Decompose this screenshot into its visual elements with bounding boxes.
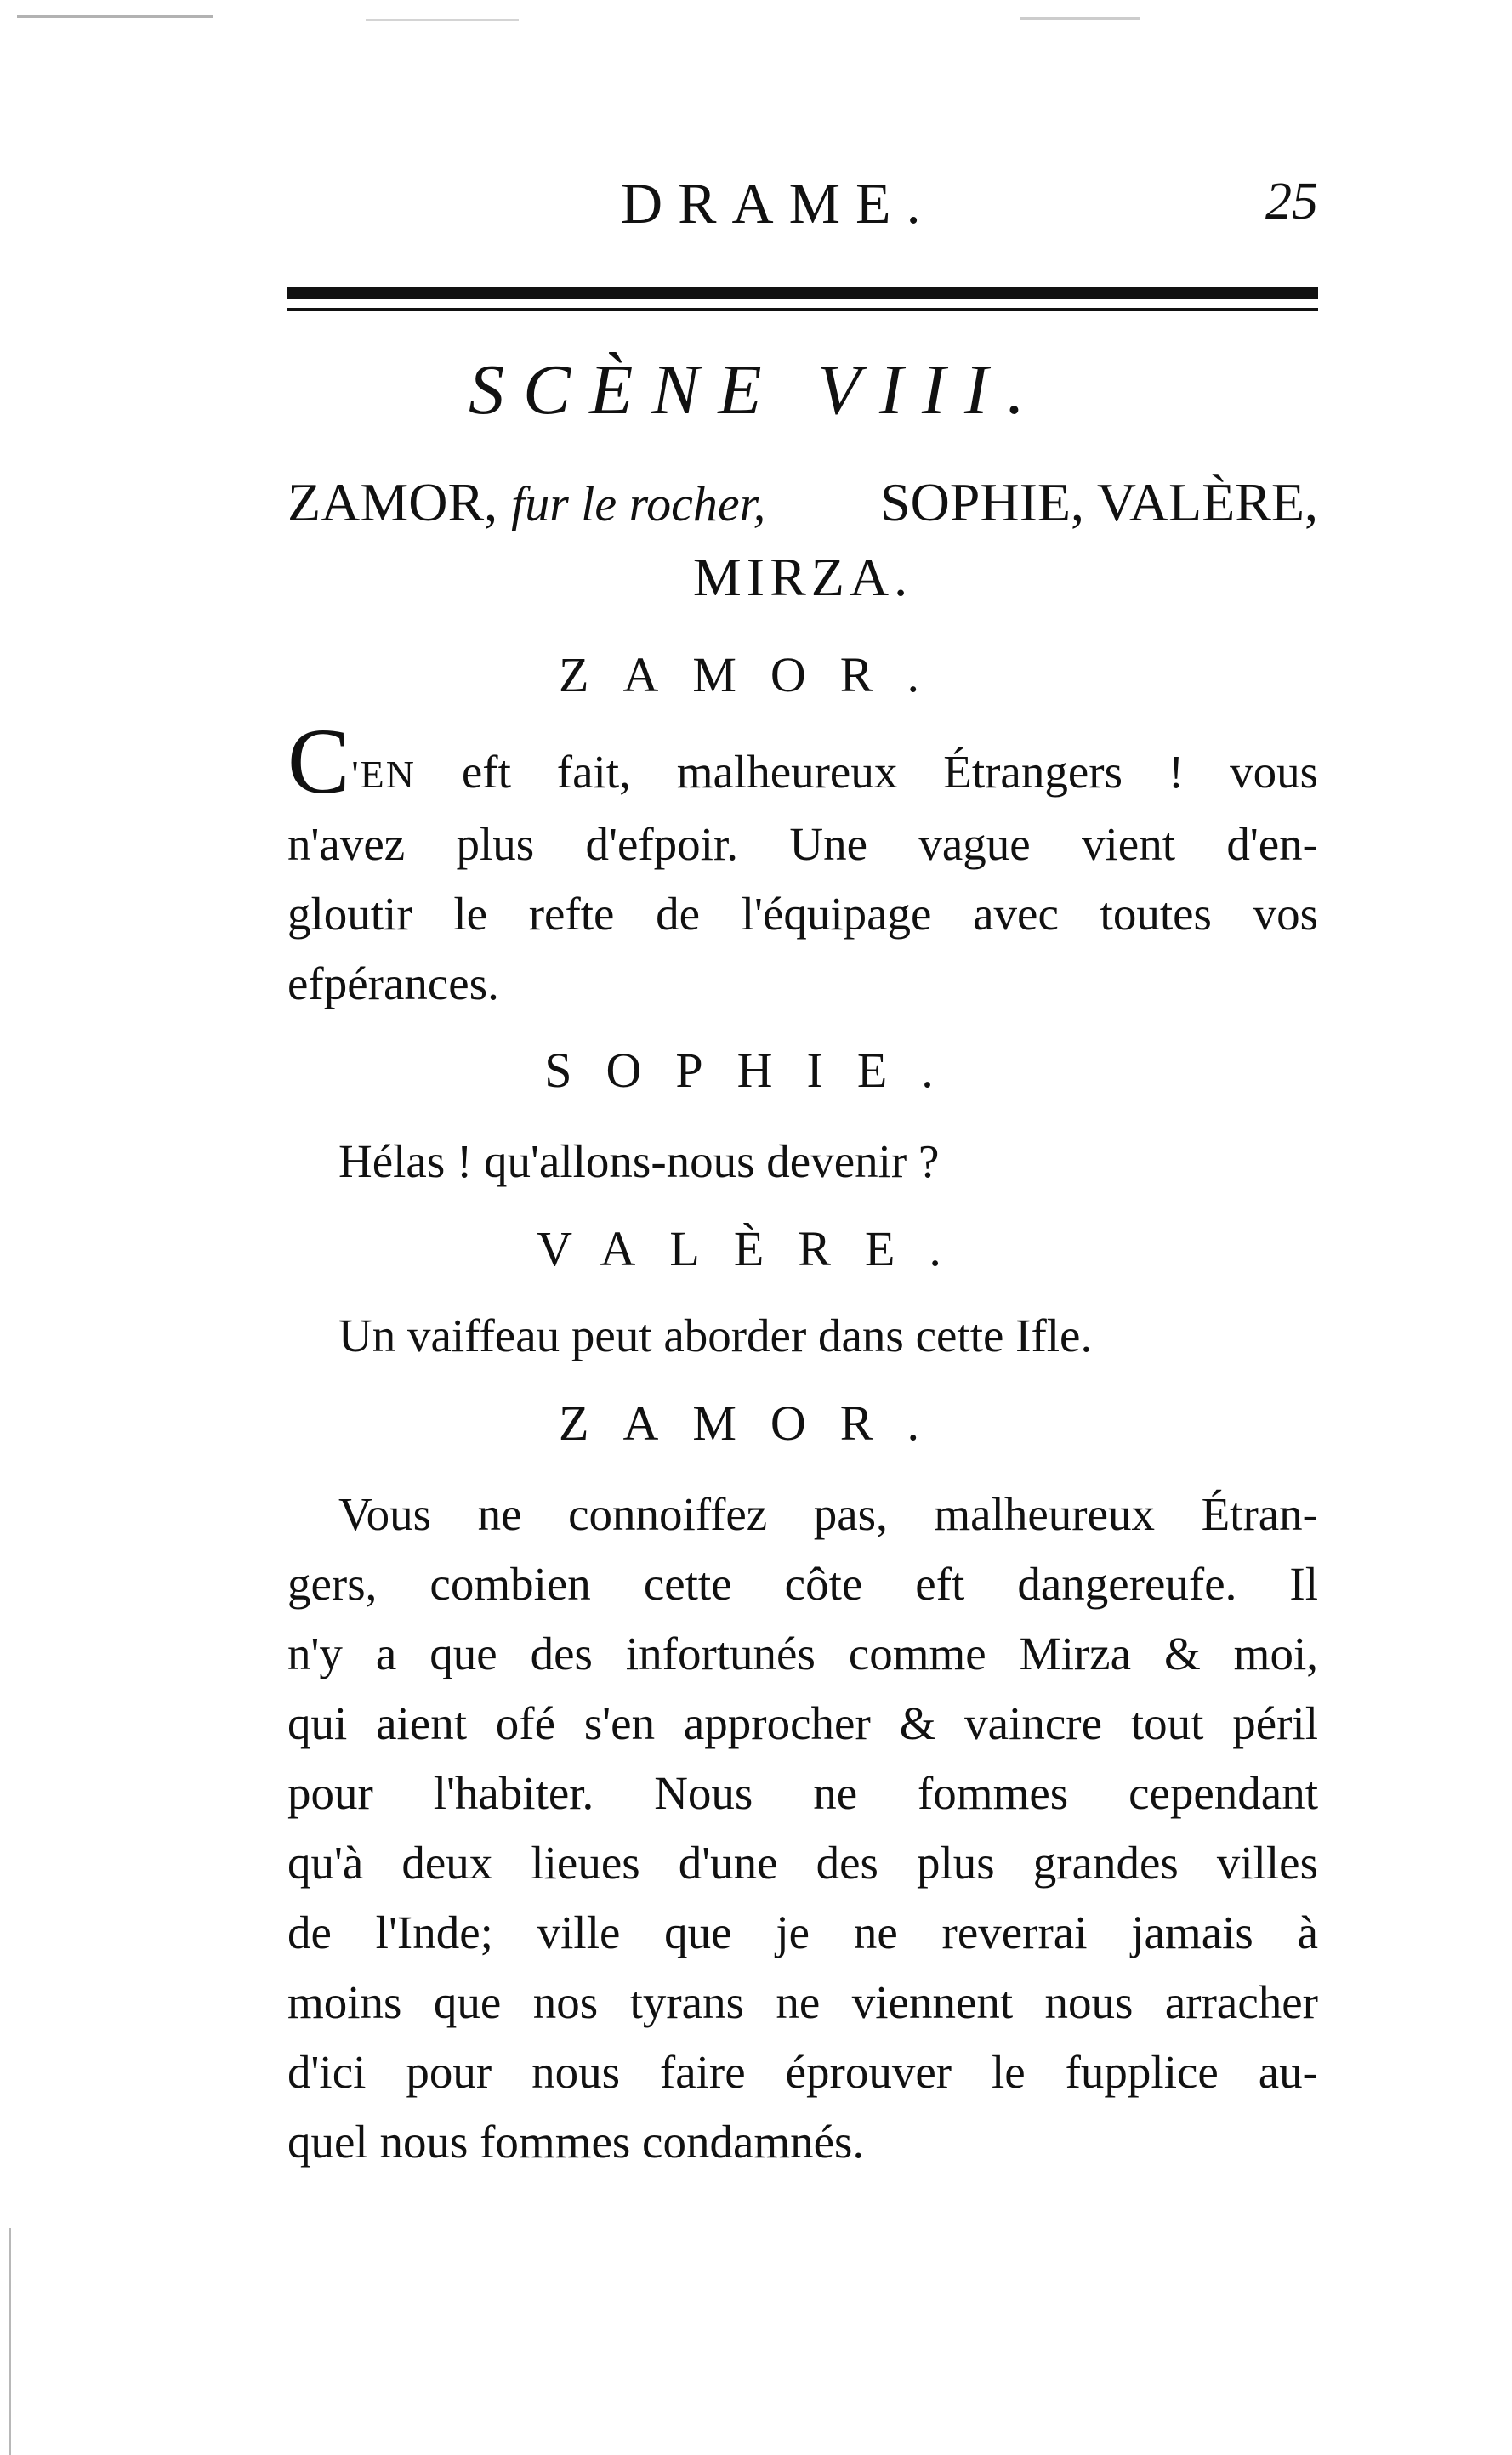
header-rule-thick: [287, 287, 1318, 299]
page-number: 25: [1265, 173, 1318, 230]
header-rule-thin: [287, 308, 1318, 311]
speech-line: de l'Inde; ville que je ne reverrai jamais à: [287, 1907, 1318, 1958]
speaker-label: VALÈRE.: [537, 1221, 975, 1276]
speech-line: n'y a que des infortunés comme Mirza & moi,: [287, 1628, 1318, 1679]
stage-direction: fur le rocher,: [511, 476, 766, 531]
speech-line: Vous ne connoiffez pas, malheureux Étran-: [338, 1488, 1318, 1540]
speech-line-text: eft fait, malheureux Étrangers ! vous: [461, 746, 1318, 798]
speech-line: Un vaiffeau peut aborder dans cette Ifle.: [338, 1310, 1093, 1361]
speech-block: [287, 1301, 1318, 1371]
speech-line: pour l'habiter. Nous ne fommes cependant: [287, 1767, 1318, 1819]
speech-line: efpérances.: [287, 958, 499, 1009]
scan-margin-line: [9, 2228, 11, 2455]
running-title: DRAME.: [621, 171, 936, 236]
opening-small-caps: 'EN: [351, 753, 416, 796]
page-header: [289, 170, 1318, 238]
speech-line: gloutir le refte de l'équipage avec toutes vos: [287, 888, 1318, 940]
speech-line: Hélas ! qu'allons-nous devenir ?: [338, 1135, 940, 1187]
speech-line: moins que nos tyrans ne viennent nous arracher: [287, 1976, 1318, 2028]
cast-first-name: [287, 466, 765, 541]
cast-name-zamor: ZAMOR,: [287, 472, 498, 532]
speech-line: qu'à deux lieues d'une des plus grandes villes: [287, 1837, 1318, 1889]
speech-line: d'ici pour nous faire éprouver le fupplice au-: [287, 2046, 1318, 2098]
drop-cap: C: [287, 709, 350, 813]
scan-artifact: [1020, 17, 1140, 20]
speech-block: [287, 1127, 1318, 1196]
speech-line: n'avez plus d'efpoir. Une vague vient d'en-: [287, 818, 1318, 870]
speech-line: gers, combien cette côte eft dangereufe. Il: [287, 1558, 1318, 1610]
speech-block: [287, 709, 1318, 1019]
scan-artifact: [17, 15, 213, 18]
speaker-label: ZAMOR.: [559, 1395, 953, 1451]
speech-line: quel nous fommes condamnés.: [287, 2116, 865, 2168]
speech-line: qui aient ofé s'en approcher & vaincre tout péril: [287, 1697, 1318, 1749]
speaker-label: SOPHIE.: [544, 1043, 968, 1098]
scene-title: SCÈNE VIII.: [469, 350, 1043, 429]
cast-line-1: [287, 466, 1318, 541]
cast-names-rest: SOPHIE, VALÈRE,: [879, 472, 1318, 532]
speech-block: [287, 1480, 1318, 2177]
cast-list: [287, 466, 1318, 614]
cast-line-2: MIRZA.: [692, 547, 913, 607]
scan-artifact: [366, 19, 519, 21]
speaker-label: ZAMOR.: [559, 647, 953, 702]
speech-line: [287, 709, 1318, 813]
